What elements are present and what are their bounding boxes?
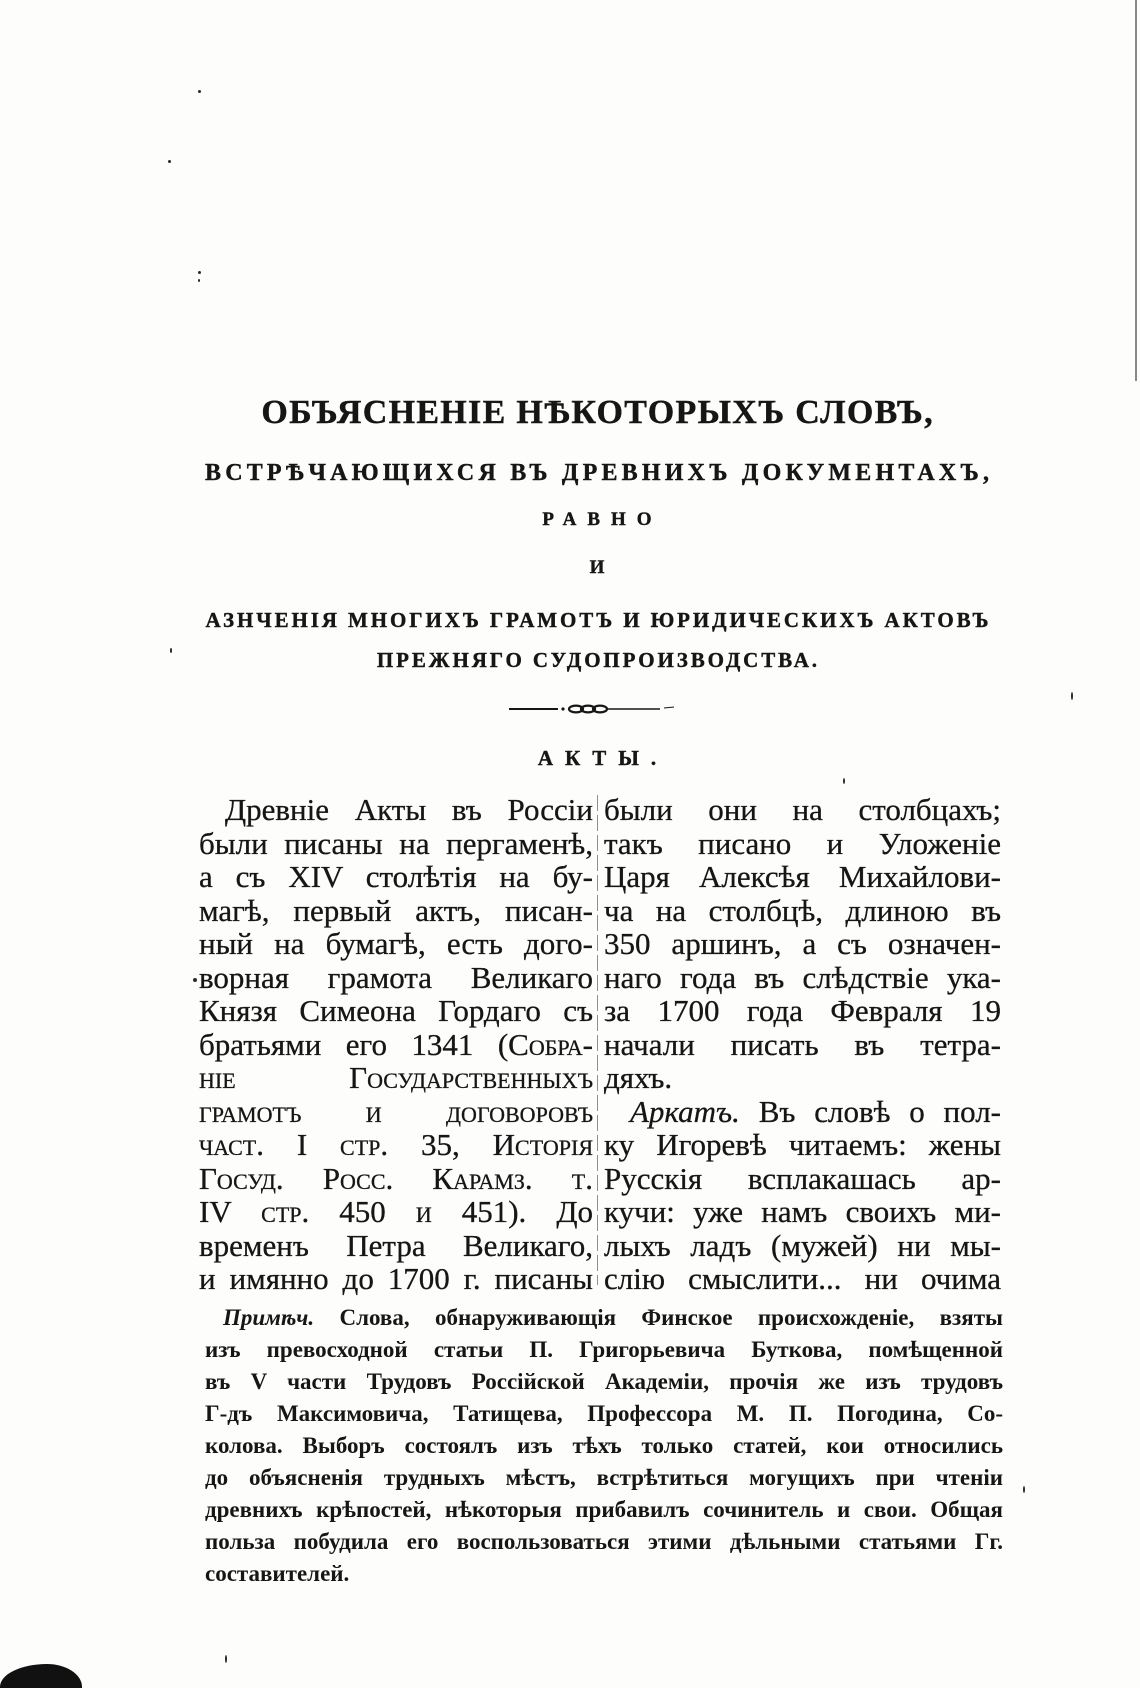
footnote-line [205, 1334, 1003, 1366]
subtitle-line: РАВНО [542, 509, 663, 530]
citation-text: IV стр. 450 и 451). [199, 1194, 527, 1229]
ornamental-divider [500, 700, 685, 718]
line-text: Царя Алексѣя Михайлови- [604, 859, 1001, 894]
divider-rule [664, 707, 674, 708]
subtitle-line: ПРЕЖНЯГО СУДОПРОИЗВОДСТВА. [376, 648, 820, 672]
scan-corner-blob [0, 1664, 82, 1688]
line-text: Князя Симеона Гордаго съ [199, 993, 593, 1028]
page-title: ОБЪЯСНЕНІЕ НѢКОТОРЫХЪ СЛОВЪ, [261, 394, 934, 431]
subtitle-line: ВСТРѢЧАЮЩИХСЯ ВЪ ДРЕВНИХЪ ДОКУМЕНТАХЪ, [204, 460, 994, 486]
subtitle-line: АЗНЧЕНІЯ МНОГИХЪ ГРАМОТЪ И ЮРИДИЧЕСКИХЪ АКТОВЪ [205, 608, 992, 632]
line-text: ку Игоревѣ читаемъ: жены [604, 1127, 1001, 1162]
left-text-column [199, 793, 593, 1296]
footnote-line [205, 1494, 1003, 1526]
line-text: 350 аршинъ, а съ означен- [604, 926, 1001, 961]
left-column-line [199, 1061, 593, 1095]
subtitle-line: И [589, 557, 605, 578]
right-column-line [604, 961, 1001, 995]
scan-speck [1023, 1486, 1025, 1493]
footnote-line [205, 1558, 1003, 1590]
left-column-line [199, 1262, 593, 1296]
left-column-line [199, 994, 593, 1028]
line-text: Русскія всплакашась ар- [604, 1160, 1001, 1196]
line-text: Слова, обнаруживающія Финское происхожденіе, взяты [339, 1305, 1003, 1330]
line-text: за 1700 года Февраля 19 [604, 993, 1001, 1028]
line-text: и имянно до 1700 г. писаны [199, 1261, 593, 1296]
footnote-line [205, 1526, 1003, 1558]
line-text: наго года въ слѣдствіе ука- [604, 959, 1001, 995]
citation-text: част. I стр. 35, Исторія [199, 1127, 593, 1162]
footnote-line [205, 1302, 1003, 1334]
right-column-line [604, 860, 1001, 894]
right-column-line [604, 1028, 1001, 1062]
line-text: Г-дъ Максимовича, Татищева, Профессора М. П. Погодина, Со- [205, 1401, 1003, 1426]
scan-speck [198, 271, 201, 274]
citation-text: (Собра- [497, 1026, 593, 1062]
left-column-line [199, 1195, 593, 1229]
left-column-line [199, 1028, 593, 1062]
right-column-line [604, 793, 1001, 827]
line-text: польза побудила его воспользоваться этими дѣльными статьями Гг. [205, 1529, 1003, 1554]
entry-term: Аркатъ. [630, 1093, 740, 1129]
left-column-line [199, 961, 593, 995]
left-column-line [199, 793, 593, 827]
citation-text: ніе Государственныхъ [199, 1060, 593, 1095]
footnote [205, 1302, 1003, 1590]
footnote-line [205, 1462, 1003, 1494]
line-text: были они на столбцахъ; [604, 792, 1001, 827]
line-text: начали писать въ тетра- [604, 1026, 1001, 1062]
divider-dot [561, 707, 564, 710]
line-text: кучи: уже намъ своихъ ми- [604, 1194, 1001, 1229]
right-column-line [604, 994, 1001, 1028]
section-heading: АКТЫ. [537, 746, 669, 770]
left-column-line [199, 1095, 593, 1129]
right-column-line [604, 1162, 1001, 1196]
line-text: дяхъ. [604, 1060, 673, 1095]
scan-speck [198, 90, 201, 93]
footnote-line [205, 1398, 1003, 1430]
line-text: такъ писано и Уложеніе [604, 825, 1001, 861]
column-divider [597, 795, 598, 1285]
left-column-line [199, 1229, 593, 1263]
left-column-line [199, 927, 593, 961]
line-text: Въ словѣ о пол- [758, 1093, 1001, 1129]
left-column-line [199, 894, 593, 928]
line-text: ный на бумагѣ, есть дого- [199, 926, 593, 961]
line-text: ча на столбцѣ, длиною въ [604, 892, 1001, 928]
scan-speck [198, 279, 200, 282]
line-text: изъ превосходной статьи П. Григорьевича Буткова, помѣщенной [205, 1337, 1003, 1362]
line-text: колова. Выборъ состоялъ изъ тѣхъ только статей, кои относились [205, 1433, 1003, 1458]
left-column-line [199, 1128, 593, 1162]
right-column-line [604, 827, 1001, 861]
line-text: составителей. [205, 1561, 350, 1586]
citation-text: Госуд. Росс. Карамз. т. [199, 1160, 593, 1196]
right-column-line [604, 1061, 1001, 1095]
scan-edge-line [1135, 0, 1137, 381]
right-column-line [604, 1095, 1001, 1129]
scan-speck [225, 1655, 227, 1663]
right-column-line [604, 1262, 1001, 1296]
scan-speck [168, 160, 171, 163]
line-text: слію смыслити... ни очима [604, 1261, 1001, 1296]
scan-speck [193, 978, 197, 982]
line-text: временъ Петра Великаго, [199, 1227, 593, 1263]
line-text: въ V части Трудовъ Россійской Академіи, прочія же изъ трудовъ [205, 1369, 1003, 1394]
left-column-line [199, 1162, 593, 1196]
left-column-line [199, 827, 593, 861]
line-text: магѣ, первый актъ, писан- [199, 892, 593, 928]
scan-speck [843, 778, 845, 784]
footnote-line [205, 1366, 1003, 1398]
line-text: Древніе Акты въ Россіи [225, 792, 593, 827]
line-text: До [556, 1194, 593, 1229]
citation-text: грамотъ и договоровъ [199, 1093, 593, 1129]
right-column-line [604, 1195, 1001, 1229]
right-column-line [604, 927, 1001, 961]
line-text: а съ XIV столѣтія на бу- [199, 859, 593, 894]
left-column-line [199, 860, 593, 894]
line-text: древнихъ крѣпостей, нѣкоторыя прибавилъ сочинитель и свои. Общая [205, 1497, 1003, 1522]
line-text: были писаны на пергаменѣ, [199, 825, 593, 861]
scan-speck [1071, 692, 1073, 700]
line-text: братьями его 1341 [199, 1026, 474, 1062]
line-text: лыхъ ладъ (мужей) ни мы- [604, 1227, 1001, 1263]
right-column-line [604, 1128, 1001, 1162]
right-text-column [604, 793, 1001, 1296]
footnote-line [205, 1430, 1003, 1462]
line-text: до объясненія трудныхъ мѣстъ, встрѣтиться могущихъ при чтеніи [205, 1465, 1003, 1490]
line-text: ворная грамота Великаго [199, 959, 593, 995]
right-column-line [604, 894, 1001, 928]
right-column-line [604, 1229, 1001, 1263]
footnote-label: Примѣч. [223, 1305, 315, 1330]
